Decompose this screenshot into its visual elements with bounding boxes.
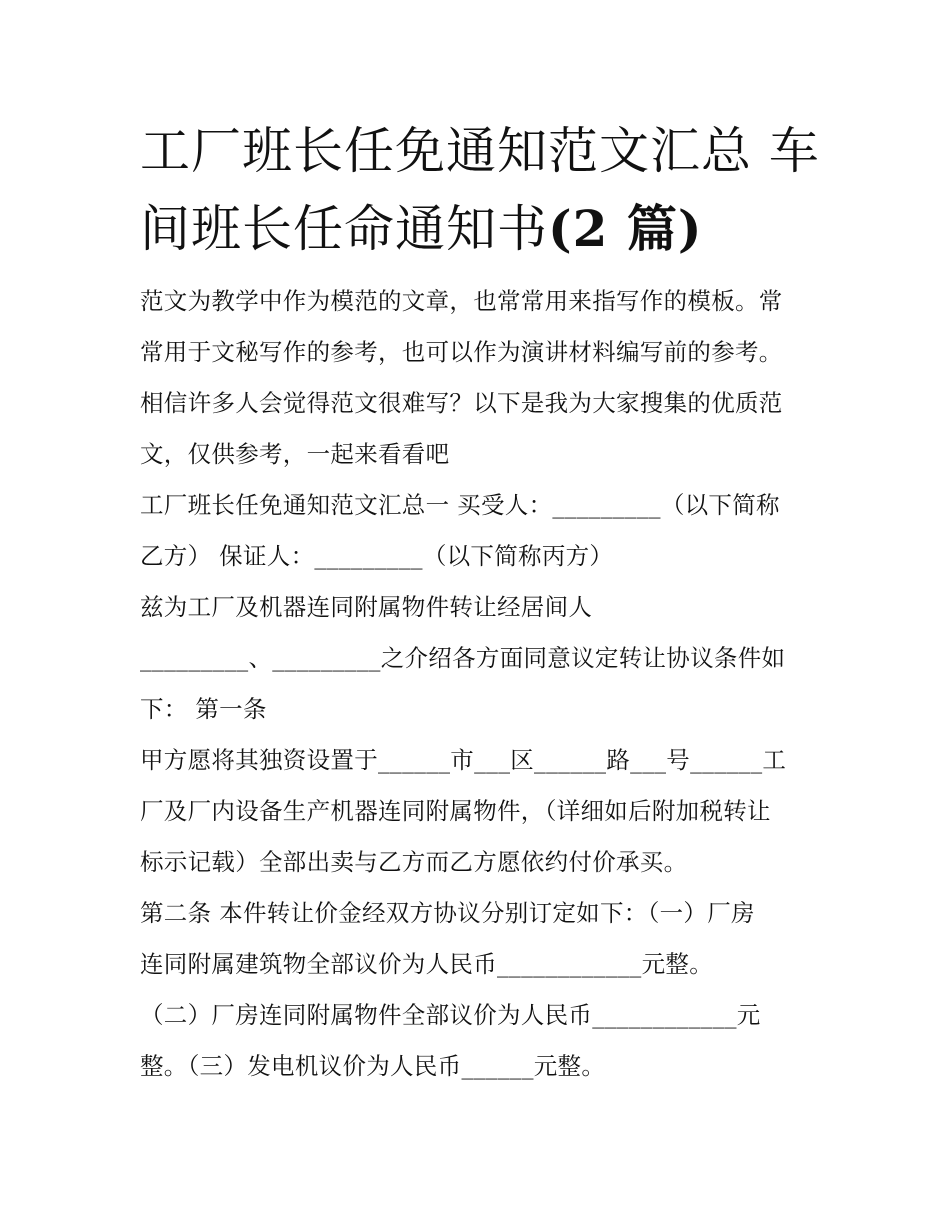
body-line: 文，仅供参考，一起来看看吧 — [140, 440, 450, 468]
document-body — [140, 276, 820, 1092]
body-line: 标示记载）全部出卖与乙方而乙方愿依约付价承买。 — [140, 848, 688, 876]
body-line: 范文为教学中作为模范的文章，也常常用来指写作的模板。常 — [140, 287, 783, 315]
body-line: 连同附属建筑物全部议价为人民币____________元整。 — [140, 950, 713, 978]
body-line: （二）厂房连同附属物件全部议价为人民币____________元 — [140, 1001, 761, 1029]
body-line: 常用于文秘写作的参考，也可以作为演讲材料编写前的参考。 — [140, 338, 783, 366]
body-line: 第二条 本件转让价金经双方协议分别订定如下：（一）厂房 — [140, 899, 755, 927]
title-count: (2 篇) — [548, 199, 703, 258]
title-line-1: 工厂班长任免通知范文汇总 车 — [140, 122, 820, 180]
body-line: 厂及厂内设备生产机器连同附属物件，（详细如后附加税转让 — [140, 797, 771, 825]
title-line-2: 间班长任命通知书 — [140, 200, 548, 258]
body-line: 乙方） 保证人：_________（以下简称丙方） — [140, 542, 614, 570]
body-line: 甲方愿将其独资设置于______市___区______路___号______工 — [140, 746, 787, 774]
body-line: 工厂班长任免通知范文汇总一 买受人：_________（以下简称 — [140, 491, 780, 519]
body-line: 相信许多人会觉得范文很难写？以下是我为大家搜集的优质范 — [140, 389, 783, 417]
body-line: _________、_________之介绍各方面同意议定转让协议条件如 — [140, 644, 786, 672]
body-line: 兹为工厂及机器连同附属物件转让经居间人 — [140, 593, 593, 621]
body-line: 下： 第一条 — [140, 695, 267, 723]
document-title — [140, 112, 820, 268]
body-line: 整。（三）发电机议价为人民币______元整。 — [140, 1052, 606, 1080]
